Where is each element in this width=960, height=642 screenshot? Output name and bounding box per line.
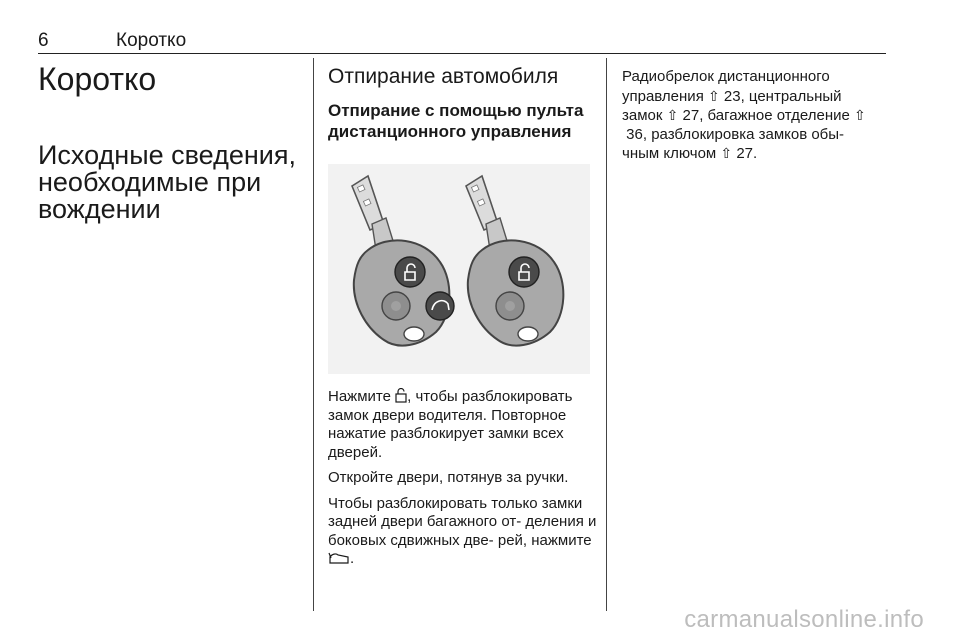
remote-keys-figure [328, 164, 590, 374]
reference-arrow-icon: ⇧ [666, 107, 679, 123]
remote-keys-illustration [328, 164, 590, 374]
van-rear-door-icon [328, 552, 350, 565]
paragraph-unlock [328, 388, 598, 462]
running-title: Коротко [116, 30, 187, 51]
left-column [38, 60, 303, 223]
column-divider-2 [606, 58, 607, 611]
text-span: , разблокировка замков обы- чным ключом [622, 125, 845, 162]
paragraph-unlock-start: Нажмите [328, 388, 396, 405]
column-divider-1 [313, 58, 314, 611]
reference-arrow-icon: ⇧ [854, 107, 866, 123]
text-span: , центральный замок [622, 87, 842, 124]
text-span: , багажное отделение [699, 107, 855, 124]
text-span: Радиобрелок дистанционного управления [622, 68, 830, 105]
subsection-heading: Отпирание с помощью пульта дистанционного управления [328, 101, 584, 141]
middle-column [328, 60, 598, 569]
page-reference: 27 [682, 107, 700, 124]
reference-arrow-icon: ⇧ [707, 87, 720, 104]
page-reference: 23 [723, 87, 741, 105]
page-header [38, 30, 886, 54]
page-reference: 36 [626, 125, 643, 143]
right-column [622, 60, 884, 164]
reference-arrow-icon: ⇧ [720, 145, 733, 161]
text-span: . [753, 145, 758, 162]
key-three-button [352, 176, 454, 346]
paragraph-cross-references [622, 68, 884, 164]
paragraph-rear-doors [328, 495, 598, 569]
page-reference: 27 [736, 145, 753, 162]
page-number: 6 [38, 30, 49, 51]
key-two-button [466, 176, 563, 346]
paragraph-open-doors: Откройте двери, потянув за ручки. [328, 469, 569, 486]
paragraph-rear-doors-start: Чтобы разблокировать только замки задней двери багажного от- деления и боковых сдвижных две- рей, нажмите [328, 494, 597, 549]
section-heading: Отпирание автомобиля [328, 65, 559, 88]
section-title: Исходные сведения, необходимые при вождении [38, 140, 296, 224]
header-rule [38, 53, 886, 54]
paragraph-rear-doors-end: . [350, 550, 355, 567]
watermark: carmanualsonline.info [684, 606, 924, 633]
paragraph-unlock-end: , чтобы разблокировать замок двери водителя. Повторное нажатие разблокирует замки всех дверей. [328, 388, 573, 461]
chapter-title: Коротко [38, 61, 157, 97]
unlock-icon [395, 388, 407, 403]
